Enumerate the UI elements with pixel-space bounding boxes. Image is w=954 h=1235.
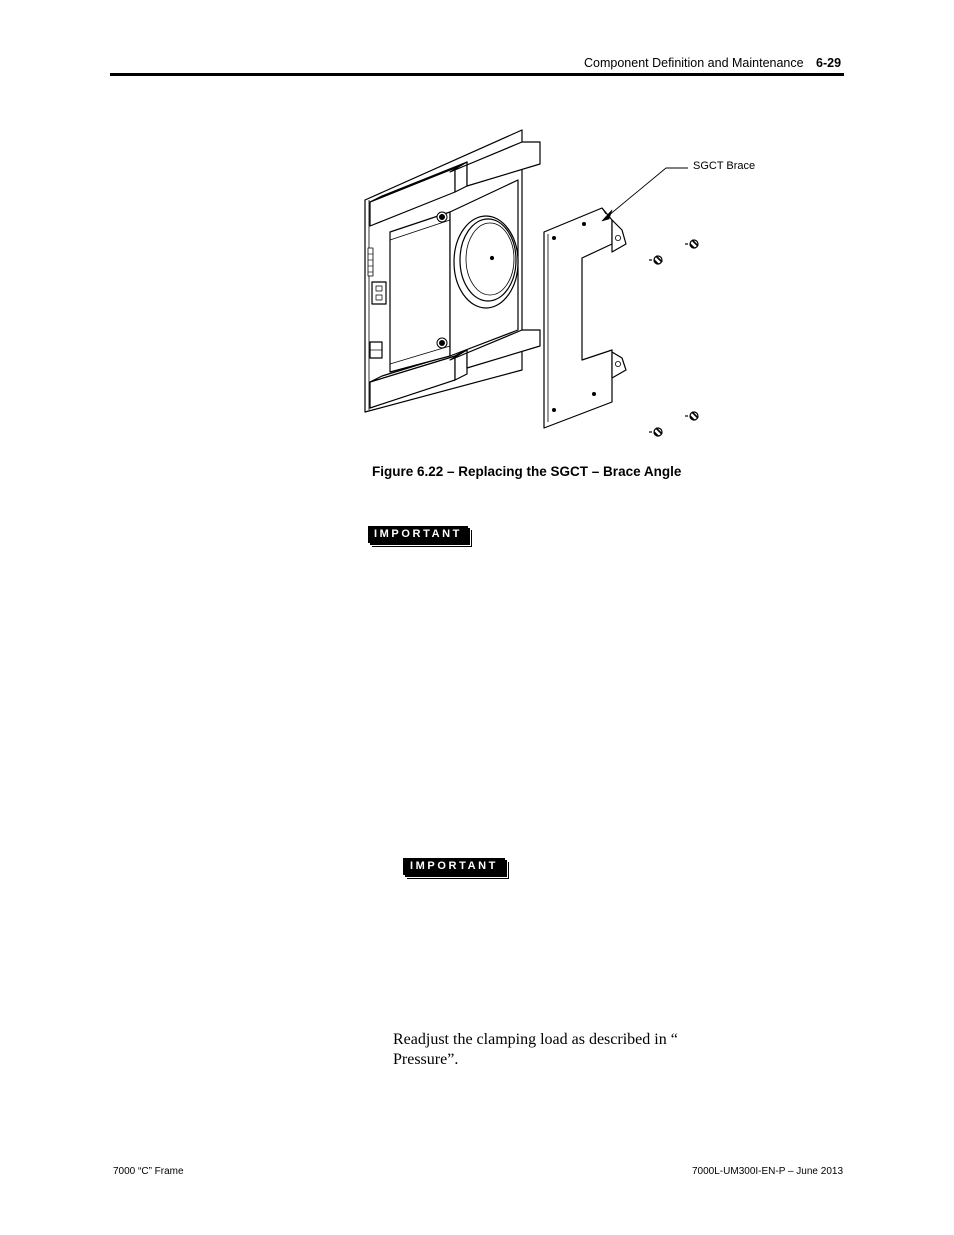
footer-publication: 7000L-UM300I-EN-P – June 2013 xyxy=(692,1166,844,1177)
body-paragraph: Readjust the clamping load as described in “ Pressure”. xyxy=(393,1031,678,1068)
figure-caption: Figure 6.22 – Replacing the SGCT – Brace Angle xyxy=(372,464,682,479)
header-rule xyxy=(110,73,844,76)
terminal-block-upper xyxy=(372,282,386,304)
important-badge: IMPORTANT xyxy=(368,526,468,543)
important-badge: IMPORTANT xyxy=(403,858,505,875)
screw-3 xyxy=(685,412,698,420)
screw-1 xyxy=(685,240,698,248)
heatsink-bolt-lower xyxy=(437,338,447,348)
header-section-title: Component Definition and Maintenance xyxy=(584,56,804,70)
callout-leader xyxy=(608,168,688,216)
screw-2 xyxy=(649,256,662,264)
footer-product: 7000 “C” Frame xyxy=(113,1166,184,1177)
screw-4 xyxy=(649,428,662,436)
sgct-brace-plate xyxy=(544,208,612,428)
callout-sgct-brace: SGCT Brace xyxy=(693,160,756,172)
header-page-number: 6-29 xyxy=(816,56,842,70)
heatsink-bolt-upper xyxy=(437,212,447,222)
